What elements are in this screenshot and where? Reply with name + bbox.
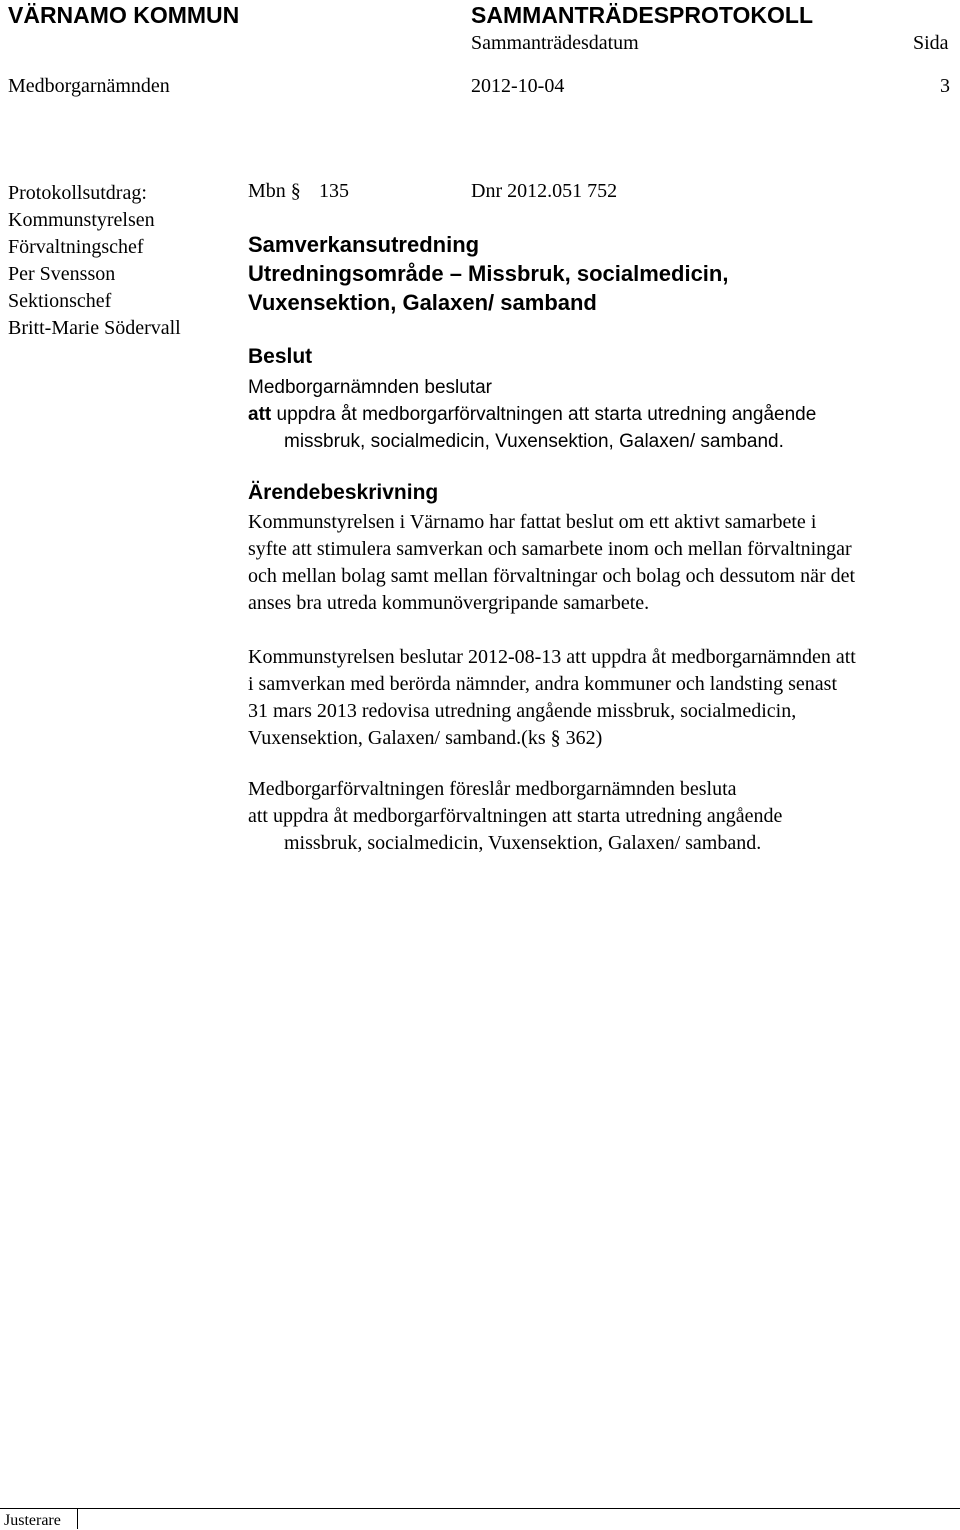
footer-cell-divider	[77, 1508, 78, 1529]
org-name: VÄRNAMO KOMMUN	[8, 2, 240, 28]
paragraph-line: att uppdra åt medborgarförvaltningen att starta utredning angående	[248, 805, 783, 827]
paragraph-line: och mellan bolag samt mellan förvaltningar och bolag och dessutom när det	[248, 565, 856, 587]
decision-text	[248, 374, 816, 455]
distribution-line: Per Svensson	[8, 263, 116, 285]
distribution-list	[8, 180, 181, 342]
paragraph-line: Kommunstyrelsen beslutar 2012-08-13 att uppdra åt medborgarnämnden att	[248, 646, 856, 668]
page-label: Sida	[913, 32, 949, 54]
paragraph-line: Medborgarförvaltningen föreslår medborgarnämnden besluta	[248, 778, 737, 800]
case-description-heading: Ärendebeskrivning	[248, 481, 439, 504]
paragraph-line: missbruk, socialmedicin, Vuxensektion, Galaxen/ samband.	[284, 832, 762, 854]
case-title-line: Utredningsområde – Missbruk, socialmedicin,	[248, 261, 729, 286]
distribution-line: Protokollsutdrag:	[8, 182, 147, 204]
paragraph-number: 135	[319, 180, 349, 202]
paragraph-line: syfte att stimulera samverkan och samarbete inom och mellan förvaltningar	[248, 538, 852, 560]
decision-line: Medborgarnämnden beslutar	[248, 377, 492, 398]
paragraph-line: 31 mars 2013 redovisa utredning angående missbruk, socialmedicin,	[248, 700, 797, 722]
distribution-line: Kommunstyrelsen	[8, 209, 155, 231]
footer-divider	[0, 1508, 960, 1509]
distribution-line: Britt-Marie Södervall	[8, 317, 181, 339]
meeting-date: 2012-10-04	[471, 75, 565, 97]
case-number: Dnr 2012.051 752	[471, 180, 618, 202]
decision-line: missbruk, socialmedicin, Vuxensektion, Galaxen/ samband.	[284, 431, 784, 452]
page-number: 3	[940, 75, 950, 97]
decision-line-text: uppdra åt medborgarförvaltningen att starta utredning angående	[271, 404, 817, 425]
paragraph-line: Kommunstyrelsen i Värnamo har fattat beslut om ett aktivt samarbete i	[248, 511, 817, 533]
paragraph-line: anses bra utreda kommunövergripande samarbete.	[248, 592, 650, 614]
distribution-line: Förvaltningschef	[8, 236, 144, 258]
case-paragraph-3	[248, 776, 782, 857]
case-title	[248, 230, 728, 317]
meeting-date-label: Sammanträdesdatum	[471, 32, 639, 54]
case-title-line: Vuxensektion, Galaxen/ samband	[248, 290, 597, 315]
case-paragraph-2	[248, 644, 856, 752]
paragraph-line: Vuxensektion, Galaxen/ samband.(ks § 362)	[248, 727, 603, 749]
paragraph-label: Mbn §	[248, 180, 301, 202]
case-title-line: Samverkansutredning	[248, 232, 480, 257]
paragraph-line: i samverkan med berörda nämnder, andra kommuner och landsting senast	[248, 673, 838, 695]
distribution-line: Sektionschef	[8, 290, 112, 312]
justerare-label: Justerare	[4, 1512, 61, 1529]
decision-line	[248, 401, 816, 428]
document-type: SAMMANTRÄDESPROTOKOLL	[471, 2, 814, 28]
committee-name: Medborgarnämnden	[8, 75, 170, 97]
att-keyword: att	[248, 404, 272, 425]
case-paragraph-1	[248, 509, 855, 617]
decision-heading: Beslut	[248, 345, 313, 368]
